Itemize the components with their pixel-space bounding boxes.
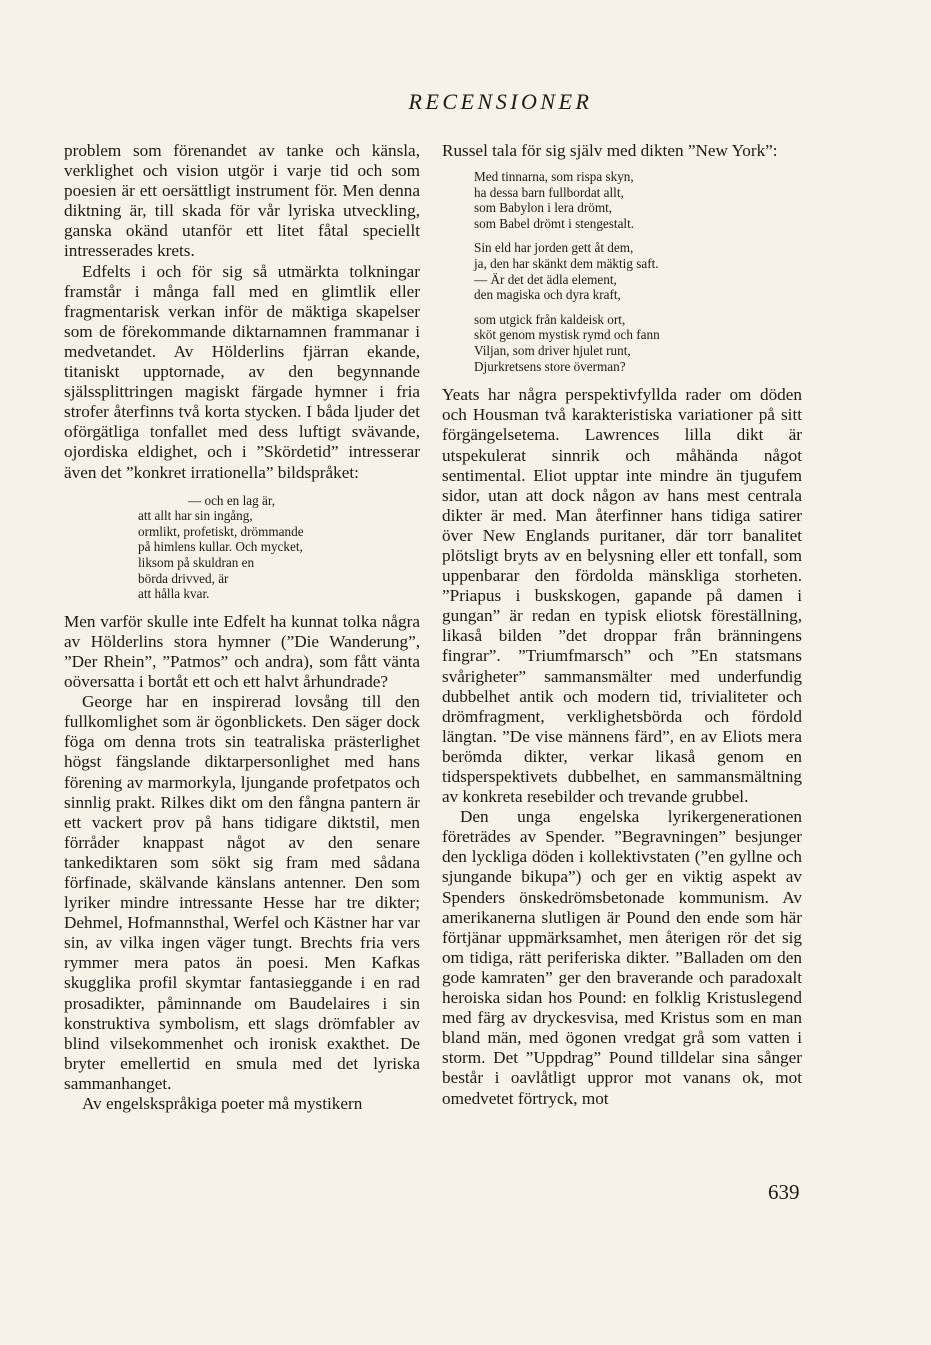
poem-line: den magiska och dyra kraft, [474, 287, 621, 303]
paragraph: Av engelskspråkiga poeter må mystikern [82, 1094, 363, 1113]
paragraph: Den unga engelska lyrikergenerationen företrädes av Spender. ”Begravningen” besjunger den lyckliga döden i kollektivstaten (”en gyllne och sjungande bikupa”) och ger en viktig aspekt av Spenders önskedrömsbetonade kommunism. Av amerikanerna slutligen är Pound den ende som här förtjänar uppmärksamhet, men återigen rör det sig om tidiga, rätt periferiska dikter. ”Balladen om den gode kamraten” ger den braverande och paradoxalt heroiska sidan hos Pound: en folklig Kristuslegend med färg av dryckesvisa, med Kristus som en man bland män, med ögonen vredgat grå som vatten i storm. Det ”Uppdrag” Pound tilldelar sina sånger består i oavlåtligt uppror mot vanans ok, mot omedvetet förtryck, mot [442, 807, 802, 1108]
left-column [64, 141, 420, 1114]
poem-stanza [474, 240, 802, 302]
paragraph: problem som förenandet av tanke och känsla, verklighet och vision utgör i varje tid och som poesien är ett oersättligt instrument för. Men denna diktning är, till skada för vår lyriska utveckling, ganska okänd utanför ett litet fåtal speciellt intresserades krets. [64, 141, 420, 261]
poem-line: ha dessa barn fullbordat allt, [474, 184, 624, 200]
right-column [442, 141, 802, 1109]
poem-line: Djurkretsens store överman? [474, 358, 626, 374]
paragraph: George har en inspirerad lovsång till den fullkomlighet som är ögonblickets. Den säger dock föga om denna trots sin teatraliska prästerlighet högst fängslande diktarpersonlighet med hans förening av marmorkyla, ljungande profetpatos och sinnlig prakt. Rilkes dikt om den fångna pantern är ett vackert prov på hans tidigare diktstil, men förråder knappast något av den senare tankediktaren som sökt sig fram med sådana förfinade, skälvande känslans antenner. Den som lyriker mindre intressante Hesse har tre dikter; Dehmel, Hofmannsthal, Werfel och Kästner har var sin, av vilka ingen väger tungt. Brechts fria vers rymmer mera patos än poesi. Men Kafkas skugglika profil skymtar fantasieggande i en rad prosadikter, påminnande om Baudelaires i sin konstruktiva symbolism, ett slags drömfabler av blind vilsekommenhet och ironisk exakthet. De bryter emellertid en smula med det lyriska sammanhanget. [64, 692, 420, 1093]
poem-excerpt-new-york [474, 169, 802, 374]
poem-stanza [474, 312, 802, 374]
poem-line: som utgick från kaldeisk ort, [474, 311, 626, 327]
poem-line: att hålla kvar. [138, 586, 210, 602]
poem-excerpt-holderlin [138, 493, 420, 602]
poem-line: som Babel drömt i stengestalt. [474, 215, 635, 231]
poem-stanza [474, 169, 802, 231]
poem-line: liksom på skuldran en [138, 554, 255, 570]
poem-line: Sin eld har jorden gett åt dem, [474, 240, 634, 256]
page-number: 639 [768, 1180, 800, 1204]
poem-line: att allt har sin ingång, [138, 508, 253, 524]
poem-line: som Babylon i lera drömt, [474, 200, 613, 216]
poem-line: sköt genom mystisk rymd och fann [474, 327, 660, 343]
poem-line: Viljan, som driver hjulet runt, [474, 343, 631, 359]
poem-line: på himlens kullar. Och mycket, [138, 539, 303, 555]
poem-line: Med tinnarna, som rispa skyn, [474, 169, 634, 185]
paragraph: Edfelts i och för sig så utmärkta tolkningar framstår i många fall med en glimtlik eller fragmentarisk verkan inför de mäktiga skapelser som de förekommande diktarnamnen frammanar i medvetandet. Av Hölderlins fjärran ekande, titaniskt upptornade, av den begynnande själssplittringen magiskt färgade hymner i fria strofer återfinns två korta stycken. I båda ljuder det oförgätliga tonfallet med dess luftigt svävande, ojordiska eldighet, och i ”Skördetid” intresserar även det ”konkret irrationella” bildspråket: [64, 261, 420, 482]
poem-line: börda drivved, är [138, 570, 229, 586]
paragraph: Russel tala för sig själv med dikten ”New York”: [442, 141, 778, 160]
running-header: RECENSIONER [408, 89, 593, 114]
paragraph: Men varför skulle inte Edfelt ha kunnat tolka några av Hölderlins stora hymner (”Die Wanderung”, ”Der Rhein”, ”Patmos” och andra), som fått vänta oöversatta i bortåt ett och ett halvt århundrade? [64, 611, 420, 692]
poem-line: — och en lag är, [188, 492, 275, 508]
poem-line: ormlikt, profetiskt, drömmande [138, 523, 304, 539]
poem-line: — Är det det ädla element, [474, 271, 617, 287]
poem-line: ja, den har skänkt dem mäktig saft. [474, 256, 659, 272]
paragraph: Yeats har några perspektivfyllda rader om döden och Housman två karakteristiska variationer på sitt förgängelsetema. Lawrences lilla dikt är utspekulerat sinnrik och måhända något sentimental. Eliot upptar inte mindre än tjugufem sidor, utan att dock någon av hans mest centrala dikter är med. Man återfinner hans tidiga satirer över New Englands puritaner, där torr banalitet plötsligt bryts av en belysning eller ett tonfall, som uppenbarar den fördolda mänskliga storheten. ”Priapus i buskskogen, gapande på damen i gungan” är redan en typisk eliotsk föreställning, likaså bilden ”det droppar från bränningens fingrar”. ”Triumfmarsch” och ”En statsmans svårigheter” sammansmälter med underfundig dubbelhet antik och modern tid, trivialiteter och drömfragment, verklighetsbörda och fördold längtan. ”De vise männens färd”, en av Eliots mera berömda dikter, verkar likaså genom en tidsperspektivets dubbelhet, en sammansmältning av konkreta resebilder och trevande grubbel. [442, 385, 802, 807]
